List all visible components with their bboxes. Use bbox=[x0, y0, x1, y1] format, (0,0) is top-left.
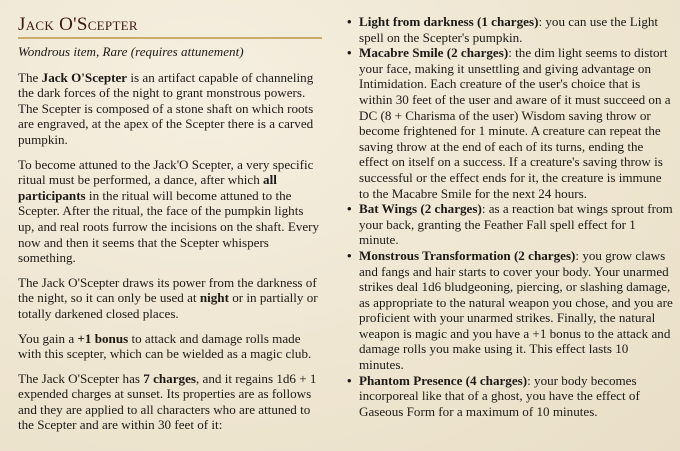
power-description: : you can use the Light spell on the Scepter's pumpkin. bbox=[359, 14, 659, 45]
right-column bbox=[345, 14, 675, 419]
power-name: Macabre Smile (2 charges) bbox=[359, 45, 509, 61]
power-name: Monstrous Transformation (2 charges) bbox=[359, 247, 576, 263]
bold-text: all participants bbox=[18, 172, 277, 203]
description bbox=[18, 70, 322, 433]
power-name: Bat Wings (2 charges) bbox=[359, 201, 482, 217]
text: The Jack O'Scepter has bbox=[18, 370, 144, 386]
text: To become attuned to the Jack'O Scepter, a very specific ritual must be performed, a dance, after which bbox=[18, 156, 314, 188]
power-item bbox=[359, 45, 675, 201]
paragraph bbox=[18, 157, 322, 266]
bold-text: night bbox=[199, 290, 229, 306]
power-item bbox=[359, 373, 675, 420]
power-name: Light from darkness (1 charges) bbox=[359, 14, 539, 29]
paragraph bbox=[18, 371, 322, 433]
power-name: Phantom Presence (4 charges) bbox=[359, 372, 528, 388]
paragraph bbox=[18, 275, 322, 322]
text: is an artifact capable of channeling the dark forces of the night to grant monstrous powers. The Scepter is composed of a stone shaft on which roots are engraved, at the apex of the Scepter there is a carved pumpkin. bbox=[18, 69, 314, 147]
item-subtitle: Wondrous item, Rare (requires attunement) bbox=[18, 44, 244, 59]
text: You gain a bbox=[18, 330, 78, 346]
text: to attack and damage rolls made with this scepter, which can be wielded as a magic club. bbox=[18, 330, 312, 362]
text: , and it regains 1d6 + 1 expended charges at sunset. Its properties are as follows and they are applied to all characters who are attuned to the Scepter and are within 30 feet of it: bbox=[18, 370, 317, 433]
power-description: : as a reaction bat wings sprout from your back, granting the Feather Fall spell effect for 1 minute. bbox=[359, 201, 673, 248]
text: The bbox=[18, 69, 42, 85]
paragraph bbox=[18, 331, 322, 362]
paragraph bbox=[18, 70, 322, 148]
item-title: Jack O'Scepter bbox=[18, 14, 322, 39]
text: in the ritual will become attuned to the Scepter. After the ritual, the face of the pumpkin lights up, and real roots furrow the incisions on the shaft. Every now and then it seems that the Scepter whispers something. bbox=[18, 187, 320, 266]
powers-list bbox=[345, 14, 675, 419]
left-column bbox=[18, 0, 322, 442]
bold-text: 7 charges bbox=[143, 370, 196, 386]
text: or in partially or totally darkened closed places. bbox=[18, 290, 318, 321]
power-item bbox=[359, 248, 675, 373]
bold-text: Jack O'Scepter bbox=[41, 69, 128, 85]
power-description: : the dim light seems to distort your face, making it unsettling and giving advantage on Intimidation. Each creature of the user's choice that is within 30 feet of the user and aware of it must succeed on a DC (8 + Charisma of the user) Wisdom saving throw or become frightened for 1 minute. A creature can repeat the saving throw at the end of each of its turns, ending the effect on itself on a success. If a creature's saving throw is successful or the effect ends for it, the creature is immune to the Macabre Smile for the next 24 hours. bbox=[359, 45, 671, 201]
text: The Jack O'Scepter draws its power from the darkness of the night, so it can only be used at bbox=[18, 274, 317, 306]
power-item bbox=[359, 201, 675, 248]
power-description: : you grow claws and fangs and hair starts to cover your body. Your unarmed strikes deal 1d6 bludgeoning, piercing, or slashing damage, as appropriate to the natural weapon you chose, and you are proficient with your unarmed strikes. Finally, the natural weapon is magic and you have a +1 bonus to the attack and damage rolls you make using it. This effect lasts 10 minutes. bbox=[359, 247, 673, 373]
bold-text: +1 bonus bbox=[77, 330, 129, 346]
power-item bbox=[359, 14, 675, 45]
power-description: : your body becomes incorporeal like that of a ghost, you have the effect of Gaseous Form for a maximum of 10 minutes. bbox=[359, 372, 640, 419]
